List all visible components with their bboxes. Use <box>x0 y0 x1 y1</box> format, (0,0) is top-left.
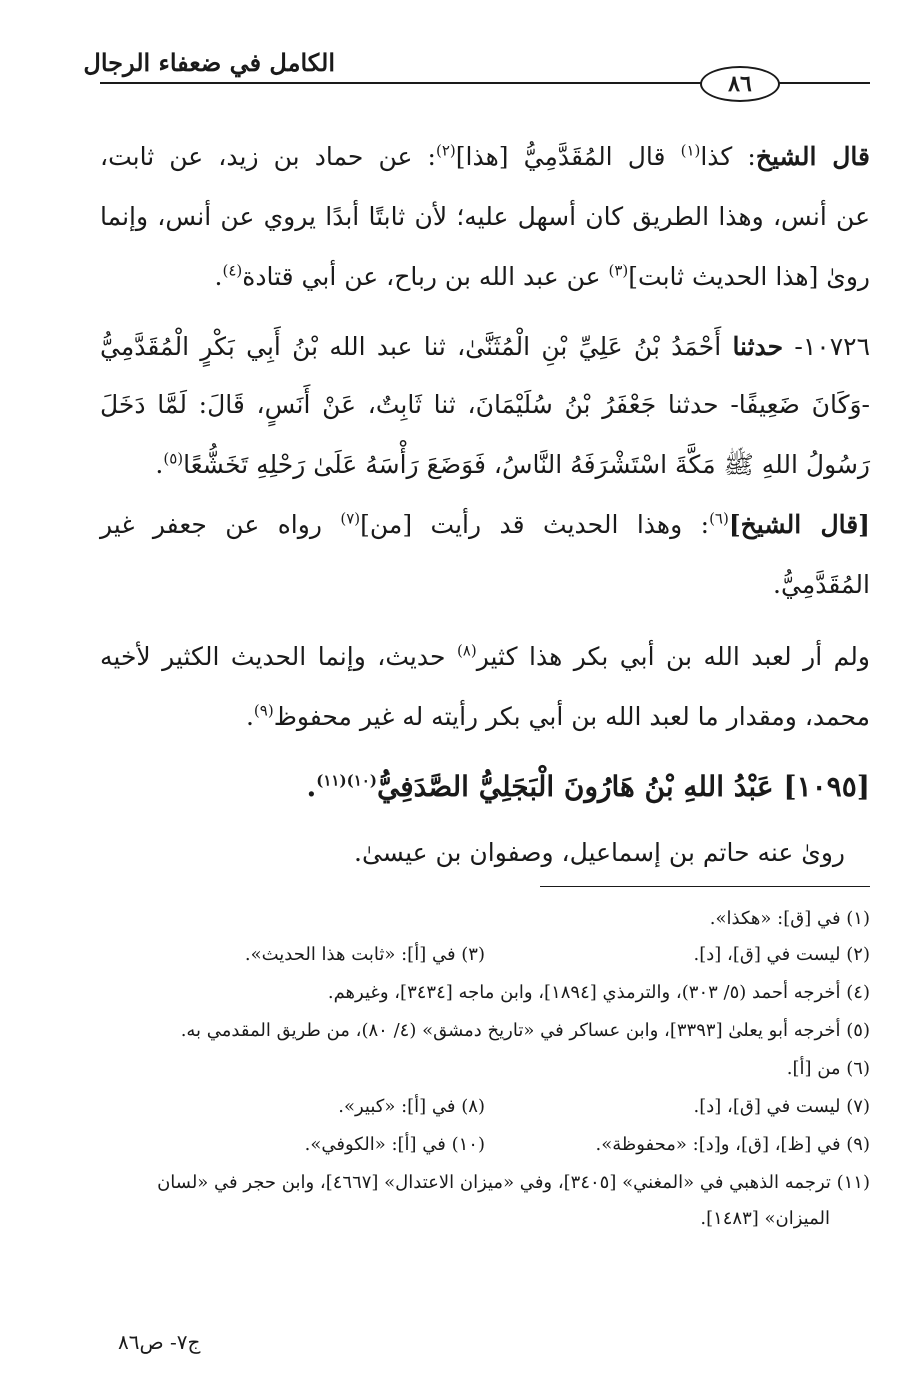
hadith-number: ١٠٧٢٦- <box>783 332 870 361</box>
footnote-ref: (١) <box>680 141 701 160</box>
paragraph-line <box>100 508 870 542</box>
text-run: . <box>245 702 254 731</box>
narration-keyword: حدثنا <box>732 332 784 361</box>
paragraph-line <box>100 260 870 294</box>
page-number-badge: ٨٦ <box>700 66 780 102</box>
text-run: . <box>214 262 223 291</box>
footnote-ref: (١١) <box>316 771 347 790</box>
footnote: (١) في [ق]: «هكذا». <box>709 908 870 929</box>
text-run: روىٰ [هذا الحديث ثابت] <box>628 262 870 291</box>
footnote-ref: (٧) <box>340 509 361 528</box>
footnote: (١٠) في [أ]: «الكوفي». <box>304 1134 485 1155</box>
footnote: (٤) أخرجه أحمد (٥/ ٣٠٣)، والترمذي [١٨٩٤]، وابن ماجه [٣٤٣٤]، وغيرهم. <box>327 982 870 1003</box>
footnote-ref: (٦) <box>709 509 729 528</box>
text-run: : عن حماد بن زيد، عن ثابت، <box>100 142 436 171</box>
footnote: (٨) في [أ]: «كبير». <box>338 1096 485 1117</box>
footnote: (٩) في [ظ]، [ق]، و[د]: «محفوظة». <box>595 1134 870 1155</box>
hadith-line: -وَكَانَ ضَعِيفًا- حدثنا جَعْفَرُ بْنُ سُلَيْمَانَ، ثنا ثَابِتٌ، عَنْ أَنَسٍ، قَالَ: لَمَّا دَخَلَ <box>100 390 870 419</box>
footnote-ref: (٩) <box>253 701 274 720</box>
footnote-ref: (٤) <box>222 261 243 280</box>
speaker-label: قال الشيخ <box>755 142 870 171</box>
paragraph-line <box>100 140 870 174</box>
footnote: (٦) من [أ]. <box>786 1058 870 1079</box>
text-run: محمد، ومقدار ما لعبد الله بن أبي بكر رأيته له غير محفوظ <box>273 702 870 731</box>
text-run: حديث، وإنما الحديث الكثير لأخيه <box>100 642 457 671</box>
footnote: (٢) ليست في [ق]، [د]. <box>693 944 870 965</box>
paragraph-line: المُقَدَّمِيُّ. <box>773 570 870 599</box>
text-run: : كذا <box>700 142 756 171</box>
footnote-separator <box>540 886 870 887</box>
footnote-ref: (١٠) <box>346 771 377 790</box>
text-run: : وهذا الحديث قد رأيت [من] <box>360 510 710 539</box>
footnote: (٧) ليست في [ق]، [د]. <box>693 1096 870 1117</box>
paragraph-line <box>100 700 870 734</box>
footnote: (١١) ترجمه الذهبي في «المغني» [٣٤٠٥]، وفي «ميزان الاعتدال» [٤٦٦٧]، وابن حجر في «لسان <box>157 1172 870 1193</box>
text-run: . <box>306 770 317 803</box>
footnote-ref: (٥) <box>163 449 184 468</box>
footnote-ref: (٨) <box>456 641 477 660</box>
text-run: عن عبد الله بن رباح، عن أبي قتادة <box>242 262 609 291</box>
paragraph-line: روىٰ عنه حاتم بن إسماعيل، وصفوان بن عيسىٰ. <box>354 838 845 867</box>
footnote: (٣) في [أ]: «ثابت هذا الحديث». <box>244 944 485 965</box>
entry-heading <box>307 770 871 803</box>
text-run: ولم أر لعبد الله بن أبي بكر هذا كثير <box>476 642 870 671</box>
text-run: . <box>155 450 164 479</box>
footnote-ref: (٣) <box>608 261 629 280</box>
text-run: [١٠٩٥] عَبْدُ اللهِ بْنُ هَارُونَ الْبَجَلِيُّ الصَّدَفِيُّ <box>376 770 870 803</box>
book-title: الكامل في ضعفاء الرجال <box>83 48 335 77</box>
paragraph-line <box>100 640 870 674</box>
text-run: أَحْمَدُ بْنُ عَلِيِّ بْنِ الْمُثَنَّىٰ، ثنا عبد الله بْنُ أَبِي بَكْرٍ الْمُقَدَّمِيُّ <box>100 332 733 361</box>
paragraph-line: عن أنس، وهذا الطريق كان أسهل عليه؛ لأن ثابتًا أبدًا يروي عن أنس، وإنما <box>100 202 870 231</box>
hadith-line <box>100 330 870 364</box>
footnote: الميزان» [١٤٨٣]. <box>700 1208 830 1229</box>
speaker-label: [قال الشيخ] <box>728 510 870 539</box>
footnote-ref: (٢) <box>435 141 456 160</box>
volume-page-reference: ج٧- ص٨٦ <box>118 1330 201 1354</box>
text-run: رواه عن جعفر غير <box>100 510 341 539</box>
hadith-line <box>100 448 870 482</box>
text-run: قال المُقَدَّمِيُّ [هذا] <box>455 142 681 171</box>
text-run: رَسُولُ اللهِ ﷺ مَكَّةَ اسْتَشْرَفَهُ النَّاسُ، فَوَضَعَ رَأْسَهُ عَلَىٰ رَحْلِهِ تَخَشُّعًا <box>183 450 870 479</box>
footnote: (٥) أخرجه أبو يعلىٰ [٣٣٩٣]، وابن عساكر في «تاريخ دمشق» (٤/ ٨٠)، من طريق المقدمي به. <box>180 1020 870 1041</box>
